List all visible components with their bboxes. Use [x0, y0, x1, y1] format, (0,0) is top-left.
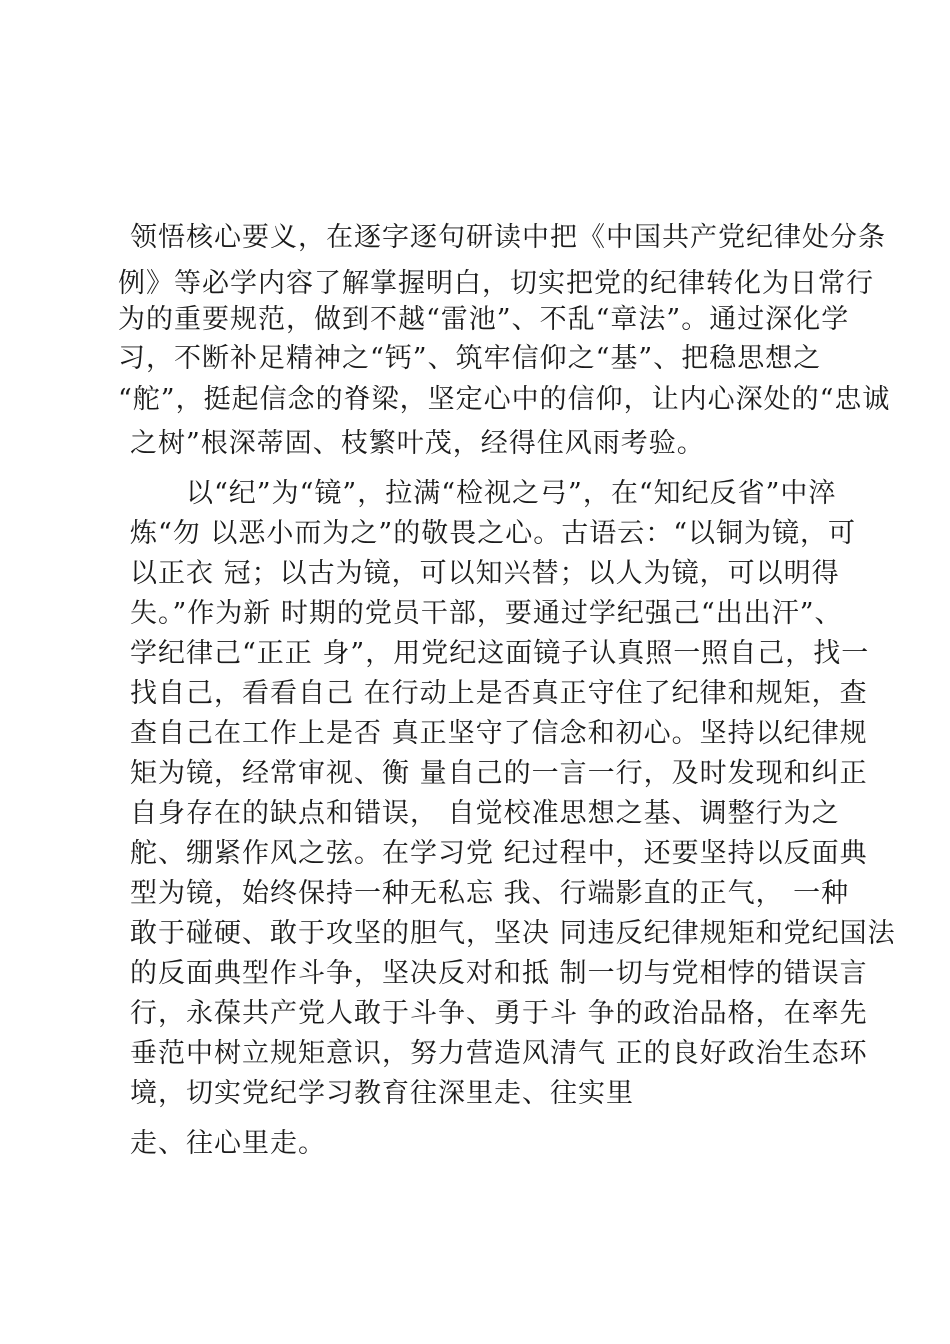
- text-line: 型为镜，始终保持一种无私忘 我、行端影直的正气， 一种: [130, 878, 850, 909]
- text-line: 为的重要规范，做到不越“雷池”、不乱“章法”。通过深化学: [118, 304, 850, 335]
- text-line: 舵、绷紧作风之弦。在学习党 纪过程中，还要坚持以反面典: [130, 838, 868, 869]
- text-line: 行，永葆共产党人敢于斗争、勇于斗 争的政治品格，在率先: [130, 998, 868, 1029]
- text-line: 自身存在的缺点和错误， 自觉校准思想之基、调整行为之: [130, 798, 840, 829]
- text-line: “舵”，挺起信念的脊梁，坚定心中的信仰，让内心深处的“忠诚: [118, 384, 891, 415]
- text-line: 垂范中树立规矩意识，努力营造风清气 正的良好政治生态环: [130, 1038, 868, 1069]
- text-line: 以正衣 冠；以古为镜，可以知兴替；以人为镜，可以明得: [130, 558, 840, 589]
- text-line: 的反面典型作斗争，坚决反对和抵 制一切与党相悖的错误言: [130, 958, 868, 989]
- text-line: 走、往心里走。: [130, 1128, 326, 1159]
- text-line: 以“纪”为“镜”，拉满“检视之弓”，在“知纪反省”中淬: [186, 478, 837, 509]
- text-line: 习，不断补足精神之“钙”、筑牢信仰之“基”、把稳思想之: [118, 343, 822, 374]
- text-line: 矩为镜，经常审视、衡 量自己的一言一行，及时发现和纠正: [130, 758, 868, 789]
- text-line: 找自己，看看自己 在行动上是否真正守住了纪律和规矩，查: [130, 678, 868, 709]
- text-line: 领悟核心要义，在逐字逐句研读中把《中国共产党纪律处分条: [130, 222, 886, 253]
- text-line: 境，切实党纪学习教育往深里走、往实里: [130, 1078, 634, 1109]
- text-line: 查自己在工作上是否 真正坚守了信念和初心。坚持以纪律规: [130, 718, 868, 749]
- text-line: 之树”根深蒂固、枝繁叶茂，经得住风雨考验。: [130, 428, 705, 459]
- text-line: 炼“勿 以恶小而为之”的敬畏之心。古语云：“以铜为镜，可: [130, 518, 856, 549]
- text-line: 失。”作为新 时期的党员干部，要通过学纪强己“出出汗”、: [130, 598, 843, 629]
- text-line: 敢于碰硬、敢于攻坚的胆气，坚决 同违反纪律规矩和党纪国法: [130, 918, 896, 949]
- text-line: 例》等必学内容了解掌握明白，切实把党的纪律转化为日常行: [118, 268, 874, 299]
- text-line: 学纪律己“正正 身”，用党纪这面镜子认真照一照自己，找一: [130, 638, 870, 669]
